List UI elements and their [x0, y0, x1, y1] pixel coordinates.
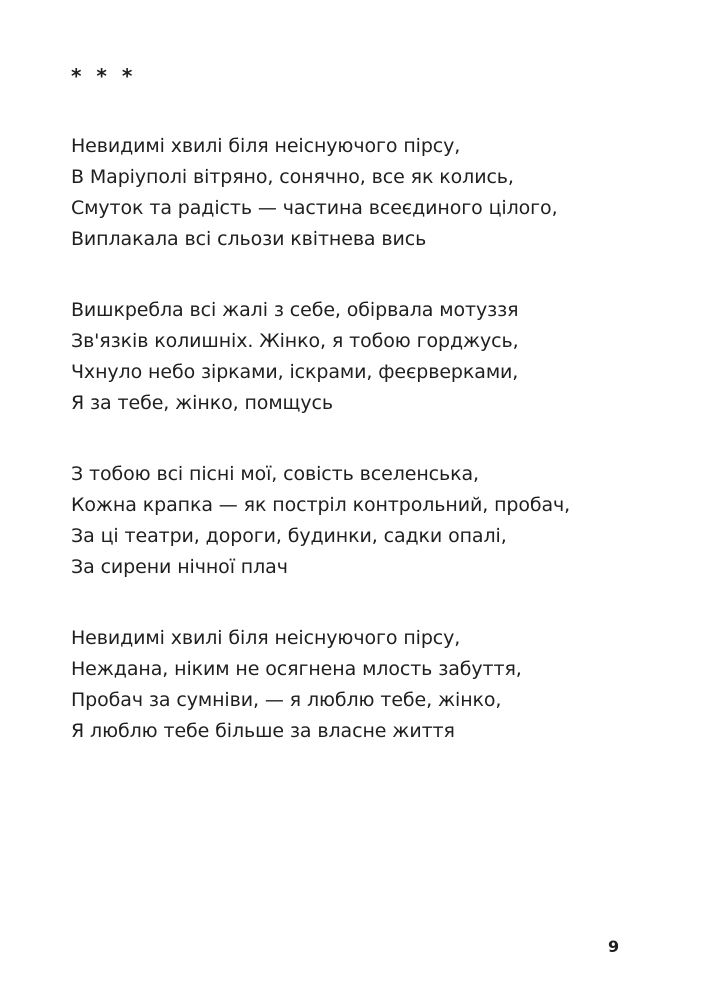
- poem-line: Виплакала всі сльози квітнева вись: [71, 228, 427, 250]
- poem-line: Зв'язків колишніх. Жінко, я тобою горджусь,: [71, 330, 519, 352]
- poem-line: Невидимі хвилі біля неіснуючого пірсу,: [71, 135, 461, 157]
- page-number: 9: [608, 937, 620, 956]
- poem-line: Смуток та радість — частина всеєдиного цілого,: [71, 197, 558, 219]
- poem: [71, 131, 691, 787]
- poem-line: Чхнуло небо зірками, іскрами, феєрверками,: [71, 361, 519, 383]
- stanza-1: [71, 131, 691, 255]
- poem-line: Невидимі хвилі біля неіснуючого пірсу,: [71, 627, 461, 649]
- poem-line: За сирени нічної плач: [71, 556, 288, 578]
- poem-line: Вишкребла всі жалі з себе, обірвала мотуззя: [71, 299, 519, 321]
- stanza-2: [71, 295, 691, 419]
- poem-line: Я за тебе, жінко, помщусь: [71, 392, 333, 414]
- poem-line: Пробач за сумніви, — я люблю тебе, жінко,: [71, 689, 502, 711]
- poem-line: За ці театри, дороги, будинки, садки опалі,: [71, 525, 507, 547]
- stanza-4: [71, 623, 691, 747]
- poem-line: Я люблю тебе більше за власне життя: [71, 720, 455, 742]
- section-separator: * * *: [71, 64, 137, 88]
- poem-line: Неждана, ніким не осягнена млость забуття,: [71, 658, 522, 680]
- poem-line: В Маріуполі вітряно, сонячно, все як колись,: [71, 166, 514, 188]
- stanza-3: [71, 459, 691, 583]
- poem-line: З тобою всі пісні мої, совість вселенська,: [71, 463, 479, 485]
- poem-line: Кожна крапка — як постріл контрольний, пробач,: [71, 494, 571, 516]
